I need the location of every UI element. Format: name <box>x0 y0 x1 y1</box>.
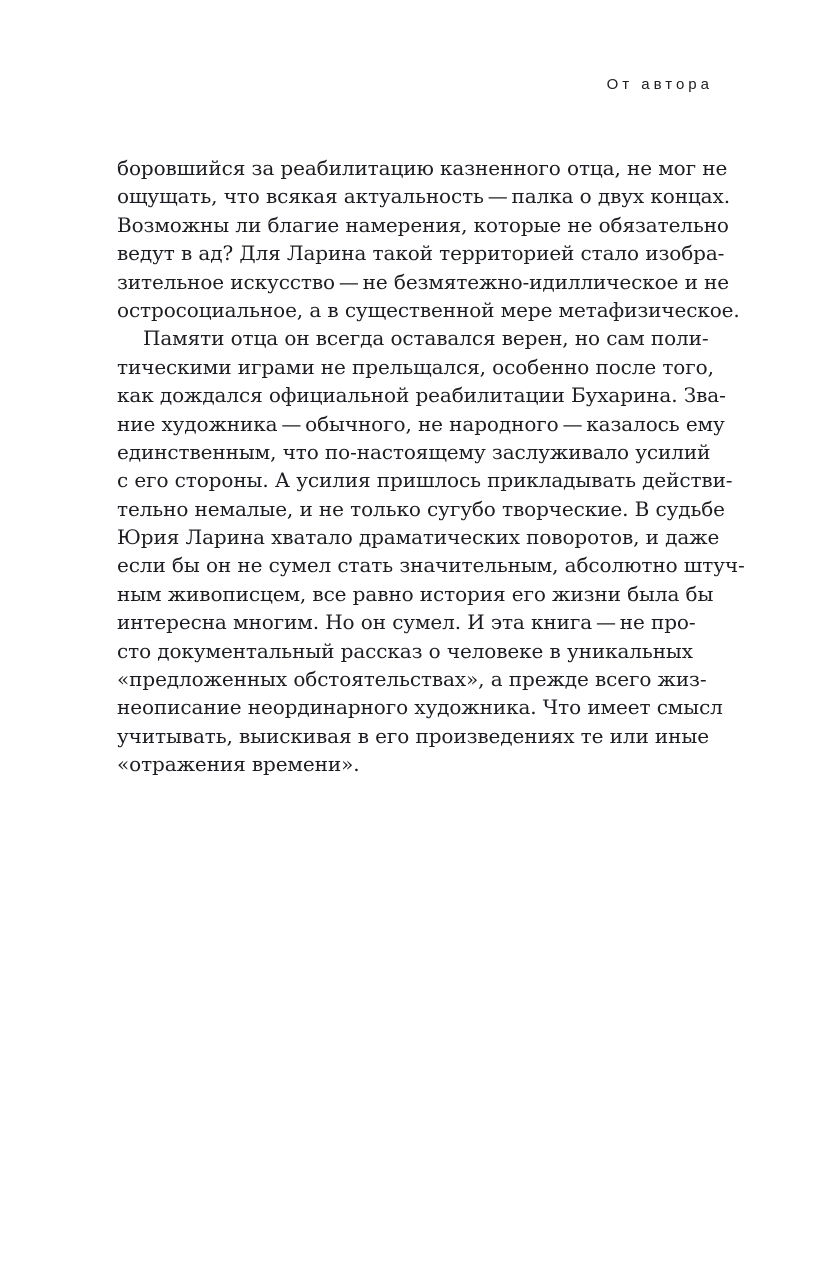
text-block <box>117 154 745 779</box>
text-line: ным живописцем, все равно история его жизни была бы <box>117 581 714 606</box>
text-line: как дождался официальной реабилитации Бухарина. Зва- <box>117 383 726 408</box>
text-line: Возможны ли благие намерения, которые не обязательно <box>117 212 729 237</box>
text-line: зительное искусство — не безмятежно-идиллическое и не <box>117 269 730 294</box>
text-line: «предложенных обстоятельствах», а прежде всего жиз- <box>117 667 707 692</box>
text-line: с его стороны. А усилия пришлось прикладывать действи- <box>117 468 733 493</box>
text-line: ведут в ад? Для Ларина такой территорией стало изобра- <box>117 241 725 266</box>
text-line: Памяти отца он всегда оставался верен, но сам поли- <box>143 326 709 351</box>
text-line: ощущать, что всякая актуальность — палка о двух концах. <box>117 184 730 209</box>
text-line: ние художника — обычного, не народного — казалось ему <box>117 411 725 436</box>
text-line: Юрия Ларина хватало драматических поворотов, и даже <box>117 525 720 550</box>
running-head: От автора <box>606 76 713 93</box>
text-line: тельно немалые, и не только сугубо творческие. В судьбе <box>117 496 725 521</box>
text-line: интересна многим. Но он сумел. И эта книга — не про- <box>117 610 696 635</box>
text-line: единственным, что по-настоящему заслуживало усилий <box>117 439 711 464</box>
text-line: «отражения времени». <box>117 752 360 777</box>
text-line: остросоциальное, а в существенной мере метафизическое. <box>117 297 740 322</box>
text-line: сто документальный рассказ о человеке в уникальных <box>117 638 693 663</box>
text-line: неописание неординарного художника. Что имеет смысл <box>117 695 723 720</box>
text-line: боровшийся за реабилитацию казненного отца, не мог не <box>117 156 728 180</box>
text-line: учитывать, выискивая в его произведениях те или иные <box>117 723 709 748</box>
text-line: если бы он не сумел стать значительным, абсолютно штуч- <box>117 553 745 578</box>
text-line: тическими играми не прельщался, особенно после того, <box>117 354 714 379</box>
